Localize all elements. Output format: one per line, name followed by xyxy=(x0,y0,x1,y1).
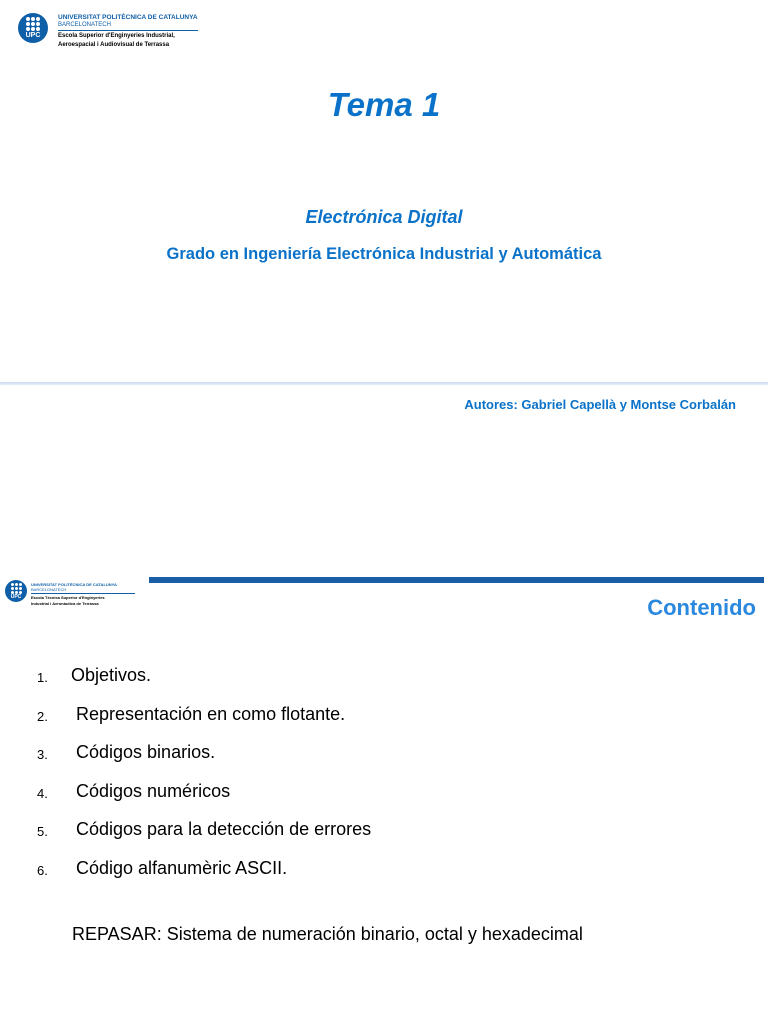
list-item xyxy=(37,742,371,781)
logo-university-name: UNIVERSITAT POLITÈCNICA DE CATALUNYA xyxy=(31,582,117,587)
list-item xyxy=(37,819,371,858)
header-rule xyxy=(149,577,764,583)
item-text: Códigos binarios. xyxy=(71,742,216,762)
logo-school-line1: Escola Tècnica Superior d'Enginyeries xyxy=(31,595,105,600)
list-item xyxy=(37,858,371,897)
item-number: 5. xyxy=(37,824,48,839)
item-text: Códigos numéricos xyxy=(71,780,231,801)
logo-school-line2: Aeroespacial i Audiovisual de Terrassa xyxy=(58,42,170,48)
logo-school-line2: Industrial i Aeronàutica de Terrassa xyxy=(31,601,99,606)
item-number: 6. xyxy=(37,862,48,878)
slide-title: Tema 1 xyxy=(327,86,441,123)
upc-logo-icon: UPC xyxy=(5,580,27,602)
item-number: 4. xyxy=(37,785,48,801)
logo-tagline: BARCELONATECH xyxy=(58,22,111,28)
item-number: 1. xyxy=(37,670,48,685)
item-number: 3. xyxy=(37,747,48,762)
item-text: Código alfanumèric ASCII. xyxy=(71,857,288,878)
section-title: Contenido xyxy=(647,595,756,620)
divider xyxy=(0,382,768,385)
subject-name: Electrónica Digital xyxy=(305,207,463,227)
contents-slide xyxy=(0,560,768,1024)
authors-line: Autores: Gabriel Capellà y Montse Corbalán xyxy=(464,397,736,412)
review-note: REPASAR: Sistema de numeración binario, octal y hexadecimal xyxy=(72,924,583,944)
degree-name: Grado en Ingeniería Electrónica Industrial y Automática xyxy=(166,245,602,263)
item-text: Objetivos. xyxy=(71,665,152,685)
item-text: Representación en como flotante. xyxy=(71,703,346,724)
contents-list xyxy=(37,665,371,896)
university-logo xyxy=(5,580,135,606)
item-number: 2. xyxy=(37,708,48,724)
item-text: Códigos para la detección de errores xyxy=(71,819,372,839)
list-item xyxy=(37,665,371,704)
list-item xyxy=(37,704,371,743)
logo-tagline: BARCELONATECH xyxy=(31,587,67,592)
logo-university-name: UNIVERSITAT POLITÈCNICA DE CATALUNYA xyxy=(58,14,198,21)
upc-logo-icon: UPC xyxy=(18,13,48,43)
university-logo xyxy=(18,13,198,49)
logo-school-line1: Escola Superior d'Enginyeries Industrial, xyxy=(58,33,175,39)
list-item xyxy=(37,781,371,820)
